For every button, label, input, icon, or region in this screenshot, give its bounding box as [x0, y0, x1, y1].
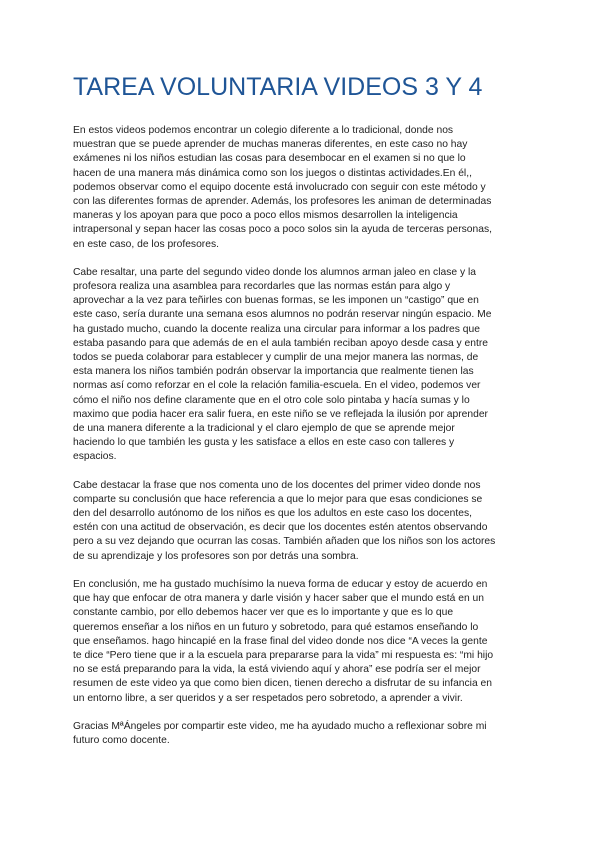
paragraph-line: con las diferentes formas de aprender. Además, los profesores les animan de determinadas [73, 195, 492, 207]
paragraph-line: normas así como reforzar en el cole la relación familia-escuela. En el video, podemos ver [73, 380, 481, 392]
document-title: TAREA VOLUNTARIA VIDEOS 3 Y 4 [73, 73, 483, 101]
paragraph-line: En conclusión, me ha gustado muchísimo la nueva forma de educar y estoy de acuerdo en [73, 579, 488, 590]
paragraph-line: constante cambio, por ello debemos hacer ver que es lo importante y que es lo que [73, 607, 454, 619]
body-paragraph [73, 720, 531, 748]
paragraph-line: intrapersonal y sepan hacer las cosas poco a poco solos sin la ayuda de terceras personas, [73, 224, 492, 236]
paragraph-line: Cabe resaltar, una parte del segundo video donde los alumnos arman jaleo en clase y la [73, 266, 476, 278]
body-paragraph [73, 479, 531, 564]
paragraph-line: futuro como docente. [73, 735, 170, 747]
paragraph-line: esta manera los niños también podrán observar la importancia que realmente tienen las [73, 366, 474, 378]
paragraph-line: pero a su vez dejando que ocurran las cosas. También añaden que los niños son los actores [73, 536, 496, 548]
paragraph-line: profesora realiza una asamblea para recordarles que las normas están para algo y [73, 281, 451, 293]
paragraph-line: maneras y los apoyan para que poco a poco ellos mismos desarrollen la inteligencia [73, 210, 458, 222]
paragraph-line: todos se pueda colaborar para establecer y cumplir de una mejor manera las normas, de [73, 352, 479, 363]
paragraph-line: cómo el niño nos define claramente que en el otro cole solo pintaba y hacía sumas y lo [73, 394, 470, 406]
body-paragraph [73, 124, 531, 252]
paragraph-line: queremos enseñar a los niños en un futuro y sobretodo, para qué estamos enseñando lo [73, 621, 479, 633]
body-paragraph [73, 266, 531, 465]
paragraph-line: hacen de una manera más dinámica como son los juegos o distintas actividades.En él,, [73, 167, 472, 179]
paragraph-line: estaba pasando para que además de en el aula también reciban apoyo desde casa y entre [73, 337, 489, 349]
paragraph-line: espacios. [73, 451, 117, 463]
paragraph-line: aprovechar a la vez para teñirles con buenas formas, se les imponen un “castigo” que en [73, 295, 479, 307]
paragraph-line: comparte su conclusión que hace referencia a que lo mejor para que esas condiciones se [73, 493, 483, 505]
paragraph-line: En estos videos podemos encontrar un colegio diferente a lo tradicional, donde nos [73, 125, 454, 136]
paragraph-line: den del desarrollo autónomo de los niños es que los adultos en este caso los docentes, [73, 508, 472, 520]
paragraph-line: de su aprendizaje y los profesores son por detrás una sombra. [73, 550, 359, 562]
paragraph-line: un entorno libre, a ser queridos y a ser respetados pero sobretodo, a aprender a vivir. [73, 692, 463, 704]
paragraph-line: podemos observar como el equipo docente está involucrado con seguir con este método y [73, 181, 486, 193]
paragraph-line: haciendo lo que también les gusta y les satisface a ellos en este caso con talleres y [73, 437, 455, 449]
paragraph-line: Cabe destacar la frase que nos comenta uno de los docentes del primer video donde nos [73, 479, 481, 491]
paragraph-line: resumen de este video ya que como bien dicen, tienen derecho a disfrutar de su infancia en [73, 678, 493, 690]
paragraph-line: este caso, sería durante una semana esos alumnos no podrán reservar ningún espacio. Me [73, 309, 492, 321]
paragraph-line: estén con una actitud de observación, es decir que los docentes estén atentos observando [73, 522, 488, 534]
paragraph-line: exámenes ni los niños estudian las cosas para desembocar en el examen si no que lo [73, 153, 466, 165]
paragraph-line: de una manera diferente a la tradicional y el claro ejemplo de que se aprende mejor [73, 422, 455, 434]
paragraph-line: ha gustado mucho, cuando la docente realiza una circular para informar a los padres que [73, 323, 480, 335]
paragraph-line: que enseñamos. hago hincapié en la frase final del video donde nos dice “A veces la gente [73, 635, 488, 647]
body-paragraph [73, 578, 531, 706]
paragraph-line: te dice “Pero tiene que ir a la escuela para prepararse para la vida” mi respuesta es: “mi hijo [73, 649, 494, 661]
paragraph-line: muestran que se puede aprender de muchas maneras diferentes, en este caso no hay [73, 139, 468, 151]
paragraph-line: maximo que podia hacer era salir fuera, en este niño se ve reflejada la ilusión por aprender [73, 408, 488, 420]
document-body [73, 124, 531, 762]
paragraph-line: que hay que enfocar de otra manera y darle visión y hacer saber que el mundo está en un [73, 593, 484, 605]
paragraph-line: Gracias MªÁngeles por compartir este video, me ha ayudado mucho a reflexionar sobre mi [73, 720, 487, 732]
paragraph-line: en este caso, de los profesores. [73, 238, 219, 250]
paragraph-line: no se está preparando para la vida, la está viviendo aquí y ahora” ese podría ser el mejor [73, 664, 481, 676]
